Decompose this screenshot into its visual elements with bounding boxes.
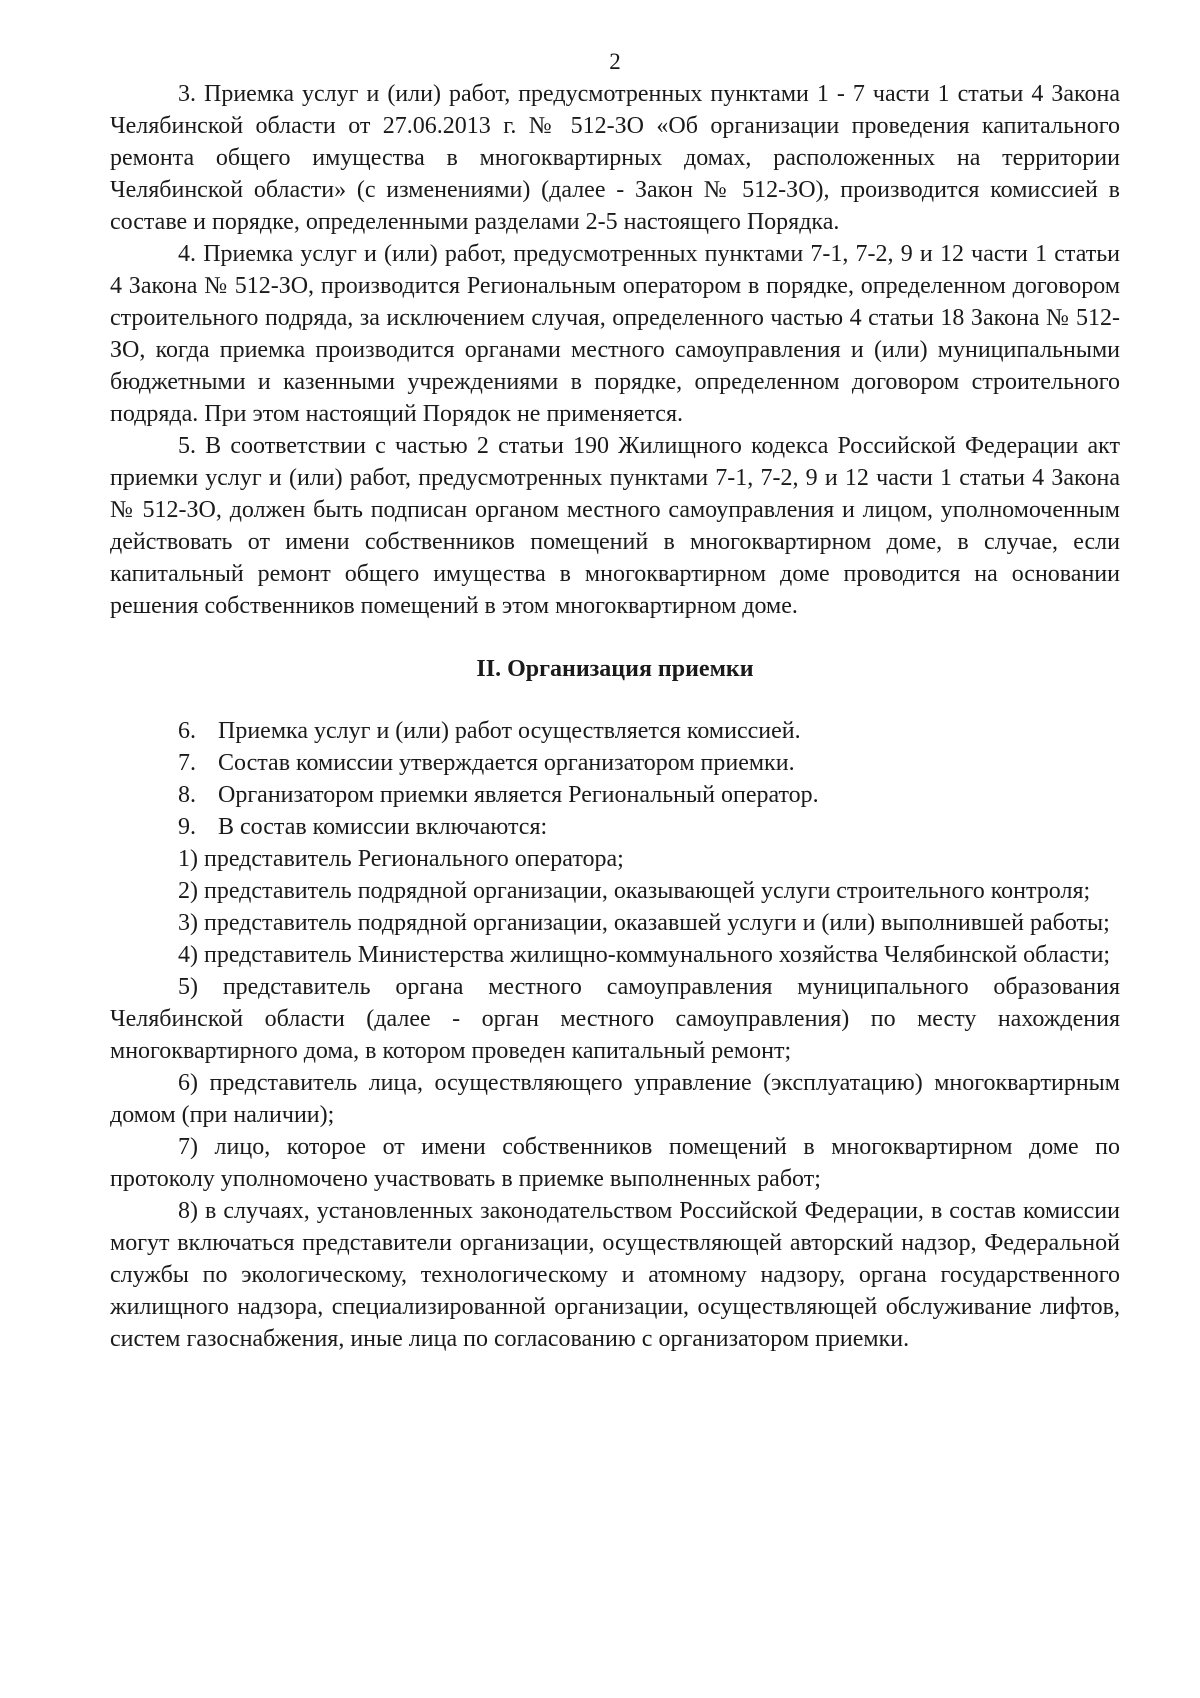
sub-item-8: 8) в случаях, установленных законодательством Российской Федерации, в состав комиссии могут включаться представители организации, осуществляющей авторский надзор, Федеральной службы по экологическому, технологическому и атомному надзору, органа государственного жилищного надзора, специализированной организации, осуществляющей обслуживание лифтов, систем газоснабжения, иные лица по согласованию с организатором приемки. (110, 1198, 1120, 1352)
numbered-item-9 (110, 811, 1120, 843)
section-1 (110, 78, 1120, 622)
item-text: В состав комиссии включаются: (218, 814, 548, 840)
section-heading: II. Организация приемки (476, 656, 754, 682)
sub-item-4: 4) представитель Министерства жилищно-коммунального хозяйства Челябинской области; (178, 942, 1111, 968)
item-text: Организатором приемки является Региональный оператор. (218, 782, 819, 808)
sub-item-3: 3) представитель подрядной организации, оказавшей услуги и (или) выполнившей работы; (178, 910, 1110, 936)
item-number: 8. (178, 782, 196, 808)
sub-item-6: 6) представитель лица, осуществляющего управление (эксплуатацию) многоквартирным домом (при наличии); (110, 1070, 1120, 1128)
item-number: 7. (178, 750, 196, 776)
section-2 (110, 715, 1120, 1355)
numbered-item-7 (110, 747, 1120, 779)
sub-item-1: 1) представитель Регионального оператора; (178, 846, 624, 872)
numbered-item-8 (110, 779, 1120, 811)
page-number: 2 (609, 49, 621, 74)
paragraph-5: 5. В соответствии с частью 2 статьи 190 Жилищного кодекса Российской Федерации акт приемки услуг и (или) работ, предусмотренных пунктами 7-1, 7-2, 9 и 12 части 1 статьи 4 Закона № 512-ЗО, должен быть подписан органом местного самоуправления и лицом, уполномоченным действовать от имени собственников помещений в многоквартирном доме, в случае, если капитальный ремонт общего имущества в многоквартирном доме проводится на основании решения собственников помещений в этом многоквартирном доме. (110, 433, 1120, 619)
paragraph-3: 3. Приемка услуг и (или) работ, предусмотренных пунктами 1 - 7 части 1 статьи 4 Закона Челябинской области от 27.06.2013 г. № 512-ЗО «Об организации проведения капитального ремонта общего имущества в многоквартирных домах, расположенных на территории Челябинской области» (с изменениями) (далее - Закон № 512-ЗО), производится комиссией в составе и порядке, определенными разделами 2-5 настоящего Порядка. (110, 81, 1120, 235)
item-text: Состав комиссии утверждается организатором приемки. (218, 750, 795, 776)
document-page (110, 48, 1120, 1355)
paragraph-4: 4. Приемка услуг и (или) работ, предусмотренных пунктами 7-1, 7-2, 9 и 12 части 1 статьи 4 Закона № 512-ЗО, производится Региональным оператором в порядке, определенном договором строительного подряда, за исключением случая, определенного частью 4 статьи 18 Закона № 512-ЗО, когда приемка производится органами местного самоуправления и (или) муниципальными бюджетными и казенными учреждениями в порядке, определенном договором строительного подряда. При этом настоящий Порядок не применяется. (110, 241, 1120, 427)
item-number: 6. (178, 718, 196, 744)
sub-item-2: 2) представитель подрядной организации, оказывающей услуги строительного контроля; (178, 878, 1091, 904)
item-text: Приемка услуг и (или) работ осуществляется комиссией. (218, 718, 801, 744)
sub-item-5: 5) представитель органа местного самоуправления муниципального образования Челябинской области (далее - орган местного самоуправления) по месту нахождения многоквартирного дома, в котором проведен капитальный ремонт; (110, 974, 1120, 1064)
item-number: 9. (178, 814, 196, 840)
sub-item-7: 7) лицо, которое от имени собственников помещений в многоквартирном доме по протоколу уполномочено участвовать в приемке выполненных работ; (110, 1134, 1120, 1192)
numbered-item-6 (110, 715, 1120, 747)
